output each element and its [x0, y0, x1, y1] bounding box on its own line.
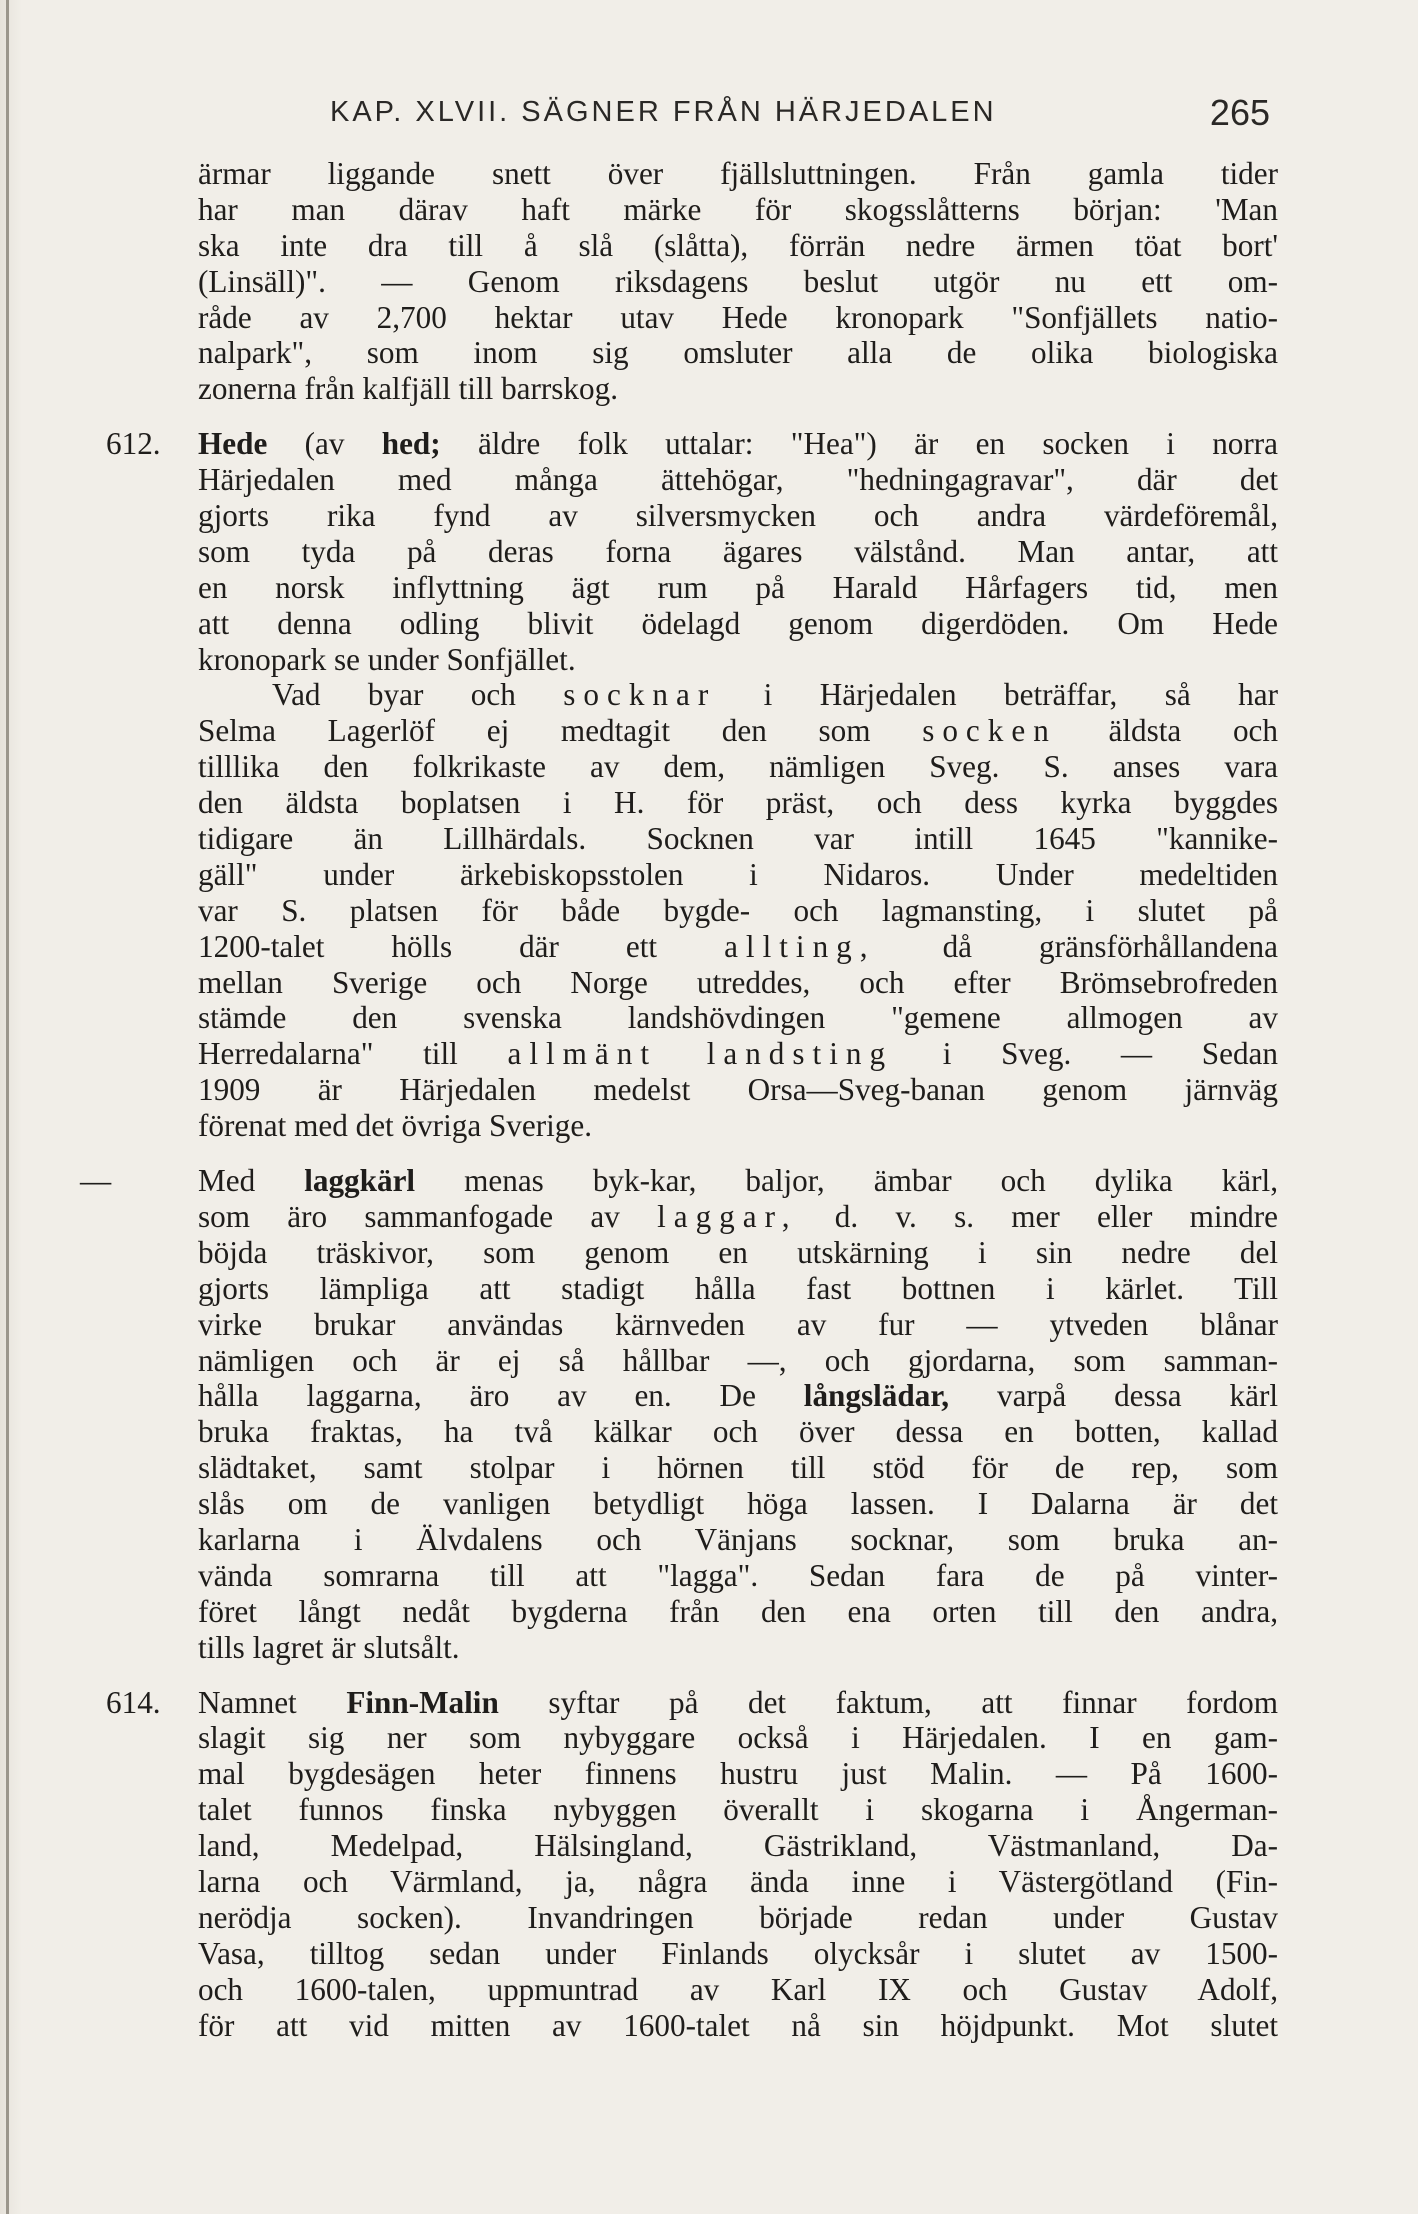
- text-line: [198, 1036, 1278, 1072]
- text-line: karlarna i Älvdalens och Vänjans socknar, som bruka an-: [198, 1521, 1278, 1557]
- text-line: [198, 1199, 1278, 1235]
- text-line: talet funnos finska nybyggen överallt i skogarna i Ångerman-: [198, 1792, 1278, 1828]
- text-line: stämde den svenska landshövdingen "gemene allmogen av: [198, 1000, 1278, 1036]
- text-line: (Linsäll)". — Genom riksdagens beslut utgör nu ett om-: [198, 263, 1278, 299]
- bold-term: Finn-Malin: [346, 1684, 499, 1720]
- text-run: äldsta och: [1056, 713, 1278, 749]
- text-run: syftar på det faktum, att finnar fordom: [498, 1684, 1278, 1720]
- text-line: bruka fraktas, ha två kälkar och över dessa en botten, kallad: [198, 1414, 1278, 1450]
- text-line: tilllika den folkrikaste av dem, nämligen Sveg. S. anses vara: [198, 749, 1278, 785]
- text-line: gjorts lämpliga att stadigt hålla fast bottnen i kärlet. Till: [198, 1270, 1278, 1306]
- text-line: böjda träskivor, som genom en utskärning i sin nedre del: [198, 1234, 1278, 1270]
- text-line: larna och Värmland, ja, några ända inne i Västergötland (Fin-: [198, 1863, 1278, 1899]
- text-line: föret långt nedåt bygderna från den ena orten till den andra,: [198, 1593, 1278, 1629]
- entry-number: 614.: [106, 1684, 161, 1720]
- bold-term: långslädar,: [803, 1378, 950, 1414]
- text-line: förenat med det övriga Sverige.: [198, 1108, 593, 1144]
- text-line: [198, 929, 1278, 965]
- text-run: d. v. s. mer eller mindre: [797, 1198, 1278, 1234]
- body-text: [80, 156, 1278, 2043]
- paragraph-continuation: [198, 156, 1278, 407]
- text-line: gäll" under ärkebiskopsstolen i Nidaros. Under medeltiden: [198, 856, 1278, 892]
- text-line: land, Medelpad, Hälsingland, Gästrikland, Västmanland, Da-: [198, 1828, 1278, 1864]
- text-line: 1909 är Härjedalen medelst Orsa—Sveg-banan genom järnväg: [198, 1072, 1278, 1108]
- text-run: (av: [267, 426, 382, 462]
- entry-laggkarl: [80, 1163, 1278, 1665]
- text-line: har man därav haft märke för skogsslåtterns början: 'Man: [198, 191, 1278, 227]
- text-run: som äro sammanfogade av: [198, 1198, 658, 1234]
- text-run: hålla laggarna, äro av en. De: [198, 1378, 804, 1414]
- text-line: som tyda på deras forna ägares välstånd. Man antar, att: [198, 533, 1278, 569]
- text-run: Selma Lagerlöf ej medtagit den som: [198, 713, 923, 749]
- text-line: ärmar liggande snett över fjällsluttningen. Från gamla tider: [198, 156, 1278, 191]
- text-run: varpå dessa kärl: [949, 1378, 1278, 1414]
- text-line: slagit sig ner som nybyggare också i Härjedalen. I en gam-: [198, 1720, 1278, 1756]
- text-line: mellan Sverige och Norge utreddes, och efter Brömsebrofreden: [198, 964, 1278, 1000]
- text-line: [198, 1685, 1278, 1721]
- spaced-term: allmänt: [507, 1036, 658, 1072]
- text-run: 1200-talet hölls där ett: [198, 928, 725, 964]
- paragraph-sveg: [198, 677, 1278, 1144]
- text-line: zonerna från kalfjäll till barrskog.: [198, 371, 618, 407]
- bold-term: Hede: [198, 426, 268, 462]
- text-line: nalpark", som inom sig omsluter alla de olika biologiska: [198, 335, 1278, 371]
- text-line: för att vid mitten av 1600-talet nå sin höjdpunkt. Mot slutet: [198, 2007, 1278, 2043]
- text-line: [198, 1163, 1278, 1199]
- spaced-term: socken: [922, 713, 1057, 749]
- entry-dash: —: [80, 1163, 112, 1199]
- running-header: KAP. XLVII. SÄGNER FRÅN HÄRJEDALEN: [330, 96, 997, 128]
- text-line: [198, 426, 1278, 462]
- text-line: en norsk inflyttning ägt rum på Harald Hårfagers tid, men: [198, 569, 1278, 605]
- text-run: [657, 1036, 707, 1071]
- text-run: Namnet: [198, 1684, 347, 1720]
- text-line: råde av 2,700 hektar utav Hede kronopark "Sonfjällets natio-: [198, 299, 1278, 335]
- text-run: Vad byar och: [272, 677, 564, 713]
- text-run: i Sveg. — Sedan: [893, 1036, 1278, 1072]
- text-line: gjorts rika fynd av silversmycken och andra värdeföremål,: [198, 498, 1278, 534]
- text-line: slädtaket, samt stolpar i hörnen till stöd för de rep, som: [198, 1450, 1278, 1486]
- text-line: [198, 713, 1278, 749]
- text-line: [198, 1378, 1278, 1414]
- text-line: nämligen och är ej så hållbar —, och gjordarna, som samman-: [198, 1342, 1278, 1378]
- text-line: vända somrarna till att "lagga". Sedan fara de på vinter-: [198, 1557, 1278, 1593]
- text-run: äldre folk uttalar: "Hea") är en socken i norra: [440, 426, 1278, 462]
- text-line: nerödja socken). Invandringen började redan under Gustav: [198, 1899, 1278, 1935]
- text-run: Herredalarna" till: [198, 1036, 508, 1072]
- text-line: virke brukar användas kärnveden av fur — ytveden blånar: [198, 1306, 1278, 1342]
- spaced-term: socknar: [563, 677, 717, 713]
- binding-edge: [6, 0, 9, 2214]
- text-line: Härjedalen med många ättehögar, "hedningagravar", där det: [198, 462, 1278, 498]
- text-line: att denna odling blivit ödelagd genom digerdöden. Om Hede: [198, 605, 1278, 641]
- text-line: ska inte dra till å slå (slåtta), förrän nedre ärmen töat bort': [198, 227, 1278, 263]
- text-line: var S. platsen för både bygde- och lagmansting, i slutet på: [198, 892, 1278, 928]
- bold-term: hed;: [381, 426, 441, 462]
- spaced-term: allting,: [724, 928, 876, 964]
- text-run: Med: [198, 1163, 305, 1199]
- text-run: menas byk-kar, baljor, ämbar och dylika kärl,: [415, 1163, 1278, 1199]
- bold-term: laggkärl: [304, 1163, 416, 1199]
- entry-614: [106, 1684, 1278, 2044]
- text-line: och 1600-talen, uppmuntrad av Karl IX och Gustav Adolf,: [198, 1971, 1278, 2007]
- page-number: 265: [1209, 92, 1270, 133]
- text-run: då gränsförhållandena: [875, 928, 1278, 964]
- text-run: i Härjedalen beträffar, så har: [716, 677, 1278, 713]
- text-line: kronopark se under Sonfjället.: [198, 641, 576, 677]
- text-line: tills lagret är slutsålt.: [198, 1629, 460, 1665]
- spaced-term: landsting: [706, 1036, 894, 1072]
- entry-number: 612.: [106, 426, 161, 462]
- entry-612: [106, 426, 1278, 677]
- text-line: [198, 677, 1278, 713]
- text-line: slås om de vanligen betydligt höga lassen. I Dalarna är det: [198, 1486, 1278, 1522]
- text-line: mal bygdesägen heter finnens hustru just Malin. — På 1600-: [198, 1756, 1278, 1792]
- text-line: tidigare än Lillhärdals. Socknen var intill 1645 "kannike-: [198, 821, 1278, 857]
- text-line: den äldsta boplatsen i H. för präst, och dess kyrka byggdes: [198, 785, 1278, 821]
- spaced-term: laggar,: [657, 1198, 798, 1234]
- text-line: Vasa, tilltog sedan under Finlands olycksår i slutet av 1500-: [198, 1935, 1278, 1971]
